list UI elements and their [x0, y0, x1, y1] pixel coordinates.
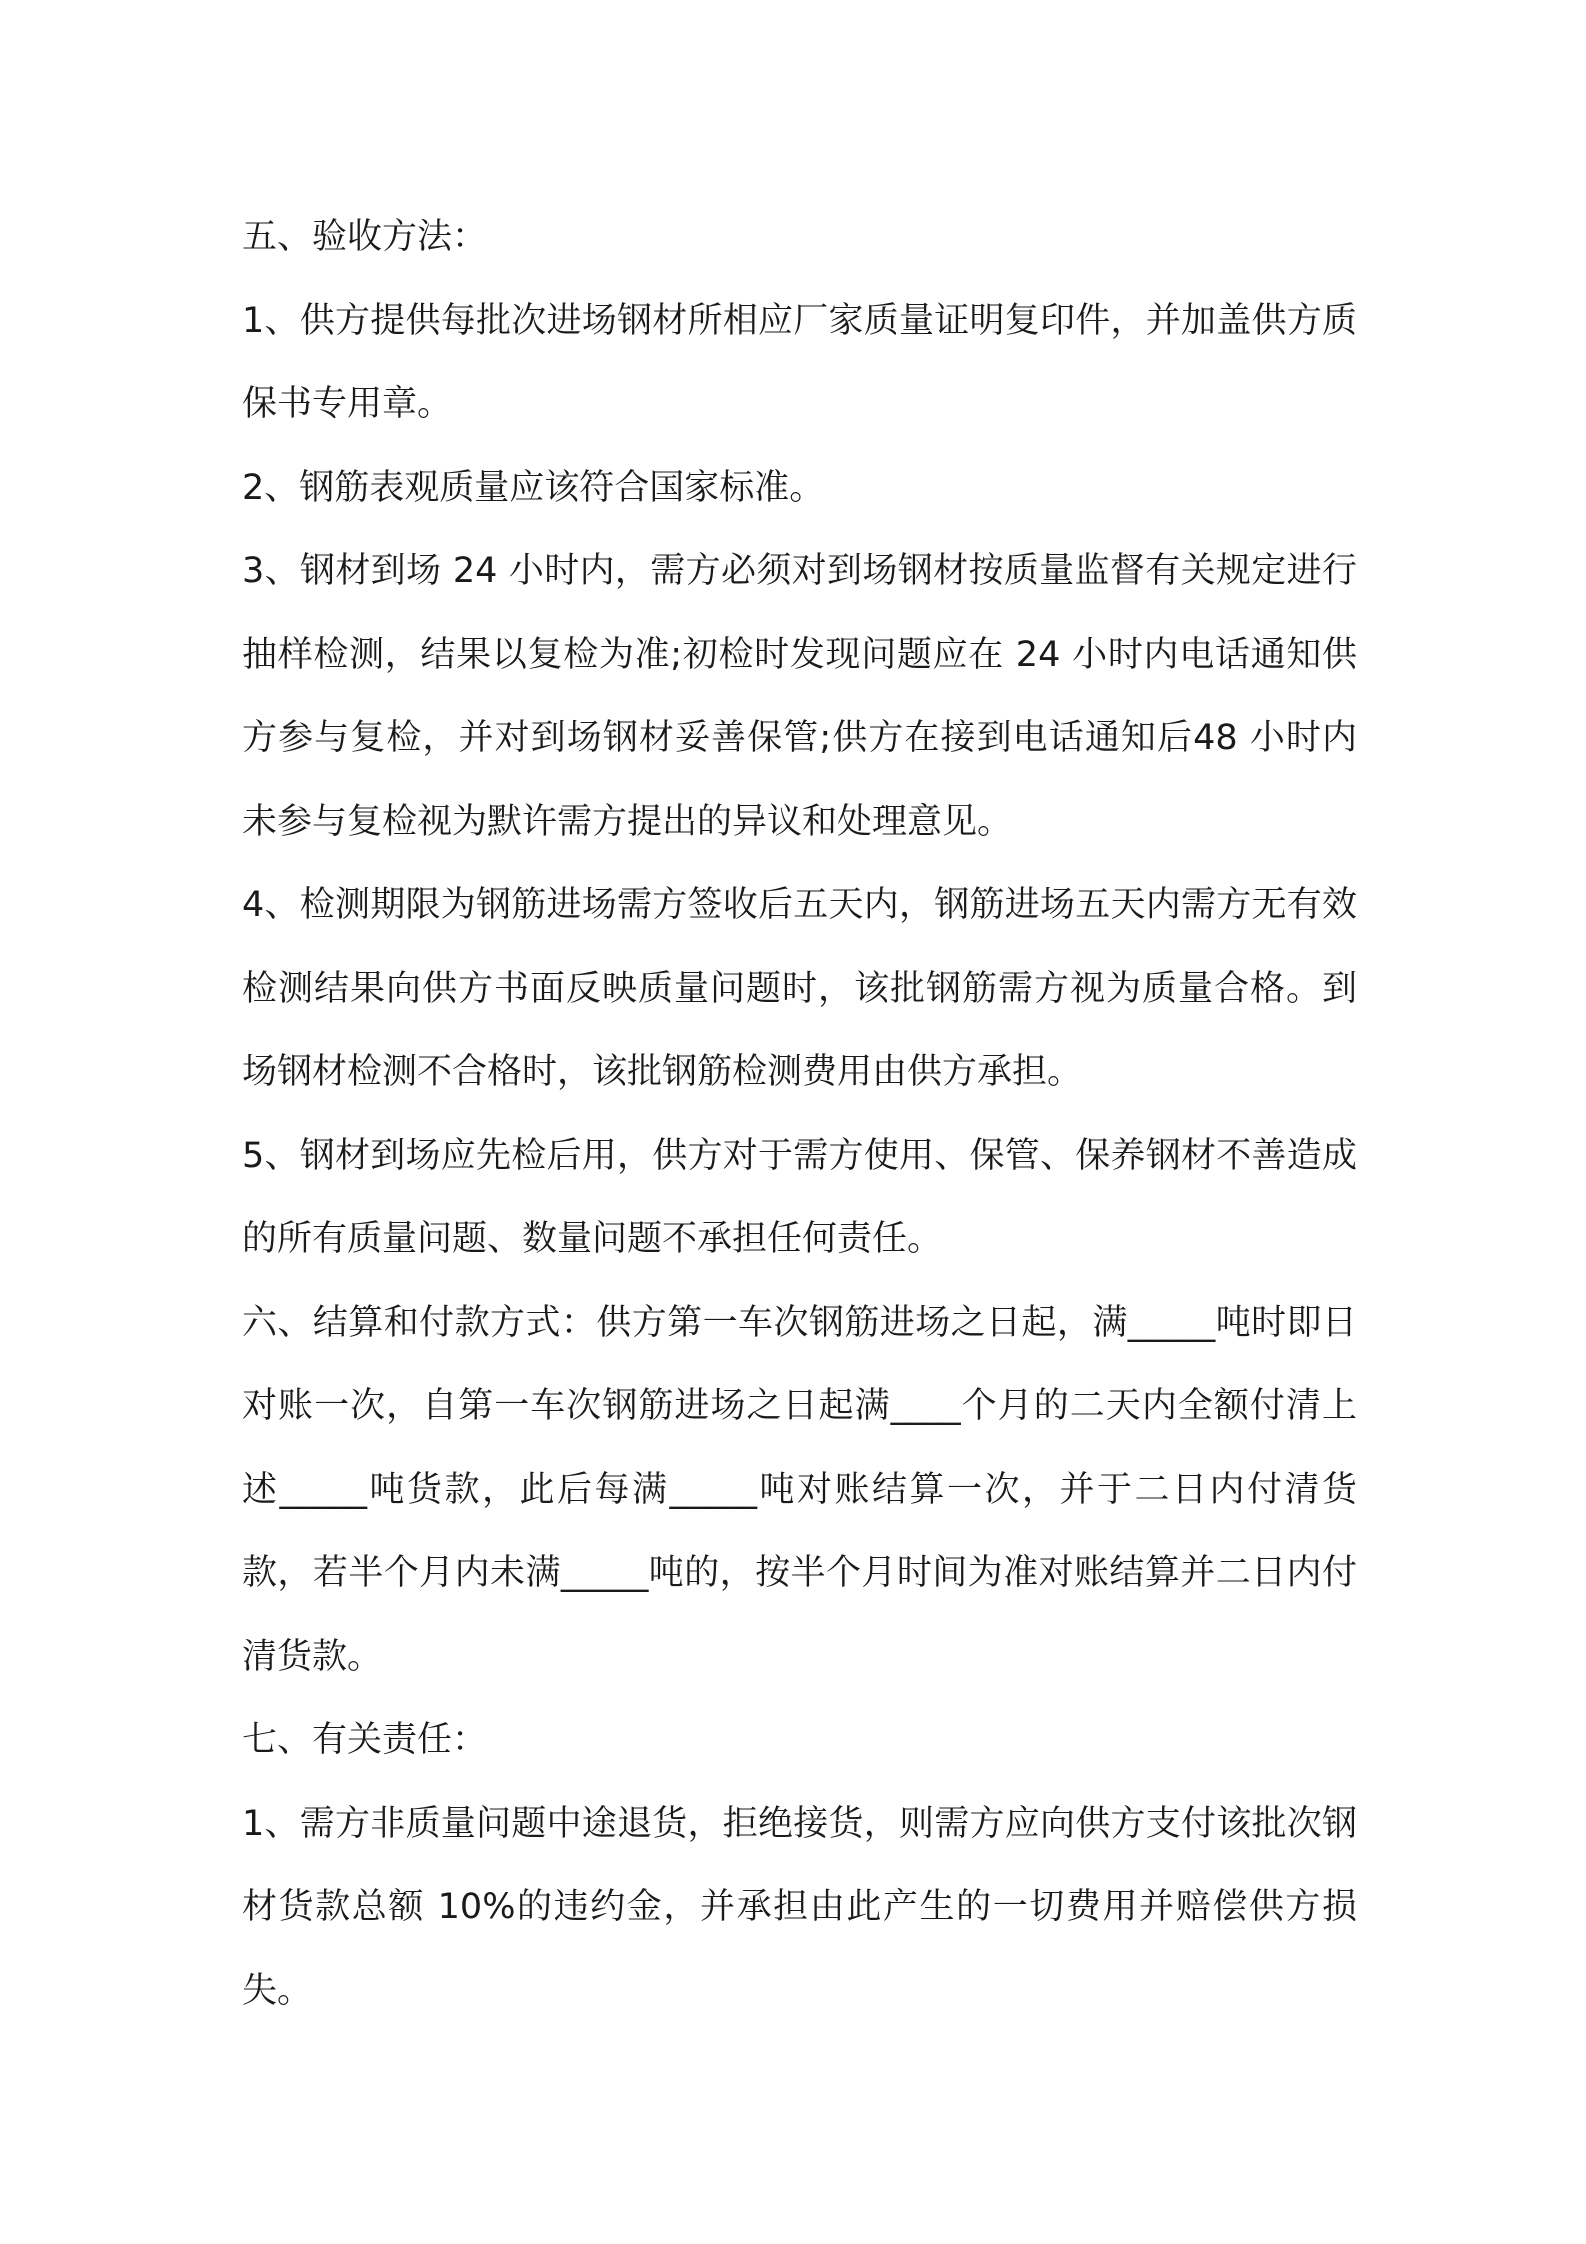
clause-paragraph: 1、需方非质量问题中途退货，拒绝接货，则需方应向供方支付该批次钢材货款总额 10%的违约金，并承担由此产生的一切费用并赔偿供方损失。: [242, 1803, 1357, 2011]
section-settlement-payment: 六、结算和付款方式：供方第一车次钢筋进场之日起，满_____吨时即日对账一次，自第一车次钢筋进场之日起满____个月的二天内全额付清上述_____吨货款，此后每满_____吨对账结算一次，并于二日内付清货款，若半个月内未满_____吨的，按半个月时间为准对账结算并二日内付清货款。: [242, 1302, 1357, 1677]
clause-paragraph: 1、供方提供每批次进场钢材所相应厂家质量证明复印件，并加盖供方质保书专用章。: [242, 300, 1357, 424]
clause-paragraph: 4、检测期限为钢筋进场需方签收后五天内，钢筋进场五天内需方无有效检测结果向供方书面反映质量问题时，该批钢筋需方视为质量合格。到场钢材检测不合格时，该批钢筋检测费用由供方承担。: [242, 885, 1357, 1092]
document-body: [242, 196, 1357, 2033]
clause-paragraph: 3、钢材到场 24 小时内，需方必须对到场钢材按质量监督有关规定进行抽样检测，结果以复检为准;初检时发现问题应在 24 小时内电话通知供方参与复检，并对到场钢材妥善保管;供方在接到电话通知后48 小时内未参与复检视为默许需方提出的异议和处理意见。: [242, 551, 1357, 842]
clause-paragraph: 5、钢材到场应先检后用，供方对于需方使用、保管、保养钢材不善造成的所有质量问题、数量问题不承担任何责任。: [242, 1135, 1357, 1259]
section-heading-responsibilities: 七、有关责任：: [242, 1720, 488, 1760]
section-heading-acceptance-method: 五、验收方法：: [242, 217, 488, 257]
clause-paragraph: 2、钢筋表观质量应该符合国家标准。: [242, 467, 825, 508]
